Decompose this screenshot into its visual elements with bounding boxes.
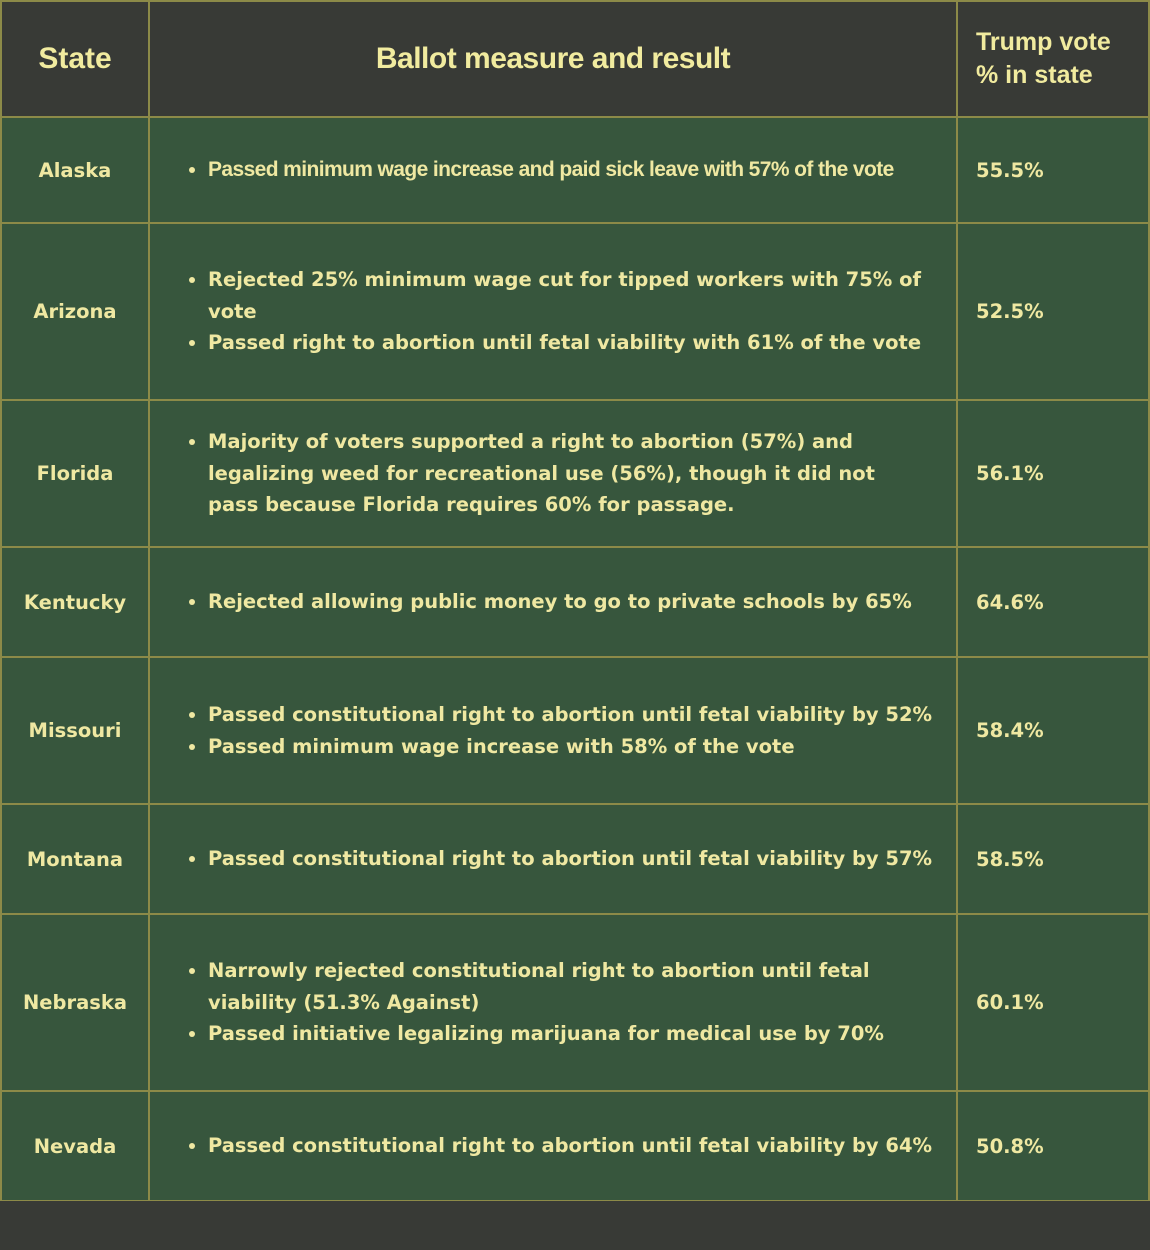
measure-cell — [149, 547, 957, 657]
measure-cell — [149, 914, 957, 1091]
header-trump-line2: % in state — [976, 61, 1093, 89]
measure-item: • Passed right to abortion until fetal viability with 61% of the vote — [208, 327, 956, 359]
measure-item: • Majority of voters supported a right to abortion (57%) and legalizing weed for recreational use (56%), though it did not pass because Florida requires 60% for passage. — [208, 426, 932, 521]
header-state: State — [1, 1, 149, 117]
state-cell: Alaska — [1, 117, 149, 223]
measure-item: • Passed minimum wage increase and paid sick leave with 57% of the vote — [208, 154, 956, 186]
state-cell: Florida — [1, 400, 149, 547]
measure-item: • Rejected allowing public money to go to private schools by 65% — [208, 586, 956, 618]
measure-cell — [149, 117, 957, 223]
state-cell: Kentucky — [1, 547, 149, 657]
table-row — [1, 547, 1149, 657]
state-cell: Nebraska — [1, 914, 149, 1091]
table-row — [1, 914, 1149, 1091]
table-row — [1, 657, 1149, 804]
measure-cell — [149, 657, 957, 804]
table-row — [1, 223, 1149, 400]
table-row — [1, 1091, 1149, 1201]
state-cell: Nevada — [1, 1091, 149, 1201]
header-measure: Ballot measure and result — [149, 1, 957, 117]
trump-vote-cell: 64.6% — [957, 547, 1149, 657]
measure-item: • Passed constitutional right to abortion until fetal viability by 52% — [208, 699, 956, 731]
measure-item: • Rejected 25% minimum wage cut for tipped workers with 75% of vote — [208, 264, 956, 327]
header-trump-vote — [957, 1, 1149, 117]
trump-vote-cell: 52.5% — [957, 223, 1149, 400]
measure-cell — [149, 1091, 957, 1201]
state-cell: Arizona — [1, 223, 149, 400]
measure-item: • Passed minimum wage increase with 58% of the vote — [208, 731, 956, 763]
table-row — [1, 400, 1149, 547]
header-row — [1, 1, 1149, 117]
measure-cell — [149, 804, 957, 914]
measure-cell — [149, 400, 957, 547]
measure-item: • Passed constitutional right to abortion until fetal viability by 64% — [208, 1130, 956, 1162]
trump-vote-cell: 60.1% — [957, 914, 1149, 1091]
measure-item: • Passed initiative legalizing marijuana for medical use by 70% — [208, 1018, 936, 1050]
trump-vote-cell: 55.5% — [957, 117, 1149, 223]
trump-vote-cell: 58.4% — [957, 657, 1149, 804]
trump-vote-cell: 50.8% — [957, 1091, 1149, 1201]
footer-bar — [0, 1201, 1150, 1250]
table-row — [1, 117, 1149, 223]
measure-cell — [149, 223, 957, 400]
table-row — [1, 804, 1149, 914]
header-trump-line1: Trump vote — [976, 28, 1111, 56]
measure-item: • Narrowly rejected constitutional right to abortion until fetal viability (51.3% Against) — [208, 955, 936, 1018]
state-cell: Montana — [1, 804, 149, 914]
trump-vote-cell: 58.5% — [957, 804, 1149, 914]
measure-item: • Passed constitutional right to abortion until fetal viability by 57% — [208, 843, 956, 875]
state-cell: Missouri — [1, 657, 149, 804]
trump-vote-cell: 56.1% — [957, 400, 1149, 547]
